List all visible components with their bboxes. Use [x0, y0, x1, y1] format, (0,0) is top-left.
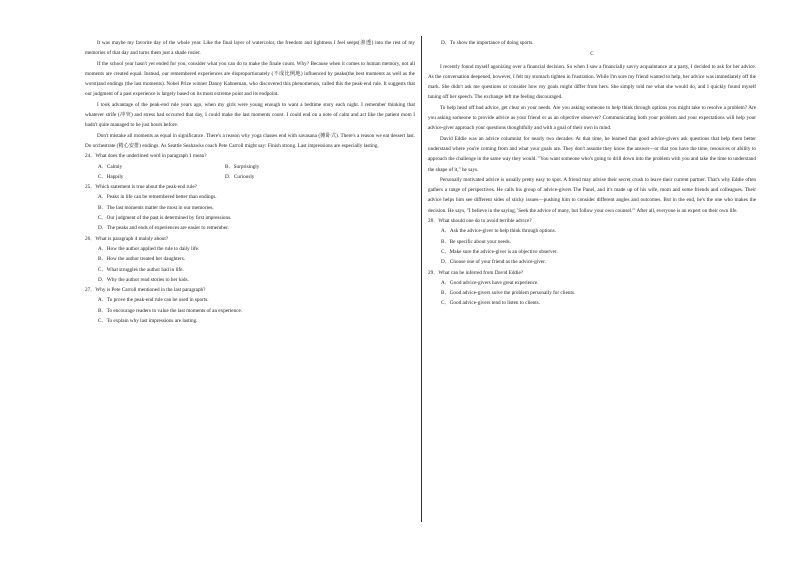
- question-28: [428, 216, 756, 267]
- option-c: C．To explain why last impressions are lasting.: [98, 318, 198, 325]
- option-c: C．What struggles the author had in life.: [98, 266, 184, 273]
- option-d: D．Choose one of your friend as the advice-giver.: [441, 259, 546, 266]
- option-c: C．Our judgment of the past is determined by first impressions.: [98, 215, 232, 222]
- passage-b-paragraph-4: Don't mistake all moments as equal in significance. There's a reason why yoga classes end with savasana (摊卧式). There's a reason we eat dessert last. Do orchestrate (精心安排) endings. As Seattle Seahawks coach Pete Carroll might say: Finish strong. Last impressions are especially lasting.: [85, 132, 415, 149]
- column-divider: [421, 36, 422, 522]
- passage-b-paragraph-2: If the school year hasn't yet ended for you, consider what you can do to make the finale count. Why? Because when it comes to human memory, not all moments are created equal. Instead, our remembered experiences are disproportionately (不成比例地) influenced by peaks(the best moments as well as the worst)and endings (the last moments). Nobel Prize winner Danny Kahneman, who discovered this phenomenon, called this the peak-end rule. It suggests that our judgment of a past experience is largely based on its most extreme point and its endpoint.: [85, 60, 415, 98]
- passage-c-paragraph-2: To help head off bad advice, get clear on your needs. Are you asking someone to help think through options you might take to resolve a problem? Are you asking someone to provide advice as your friend or as an objective observer? Communicating both your problem and your expectations will help your advice-giver approach your questions thoughtfully and with a goal of their own in mind.: [428, 104, 756, 132]
- option-d: D．The peaks and ends of experiences are easier to remember.: [98, 225, 229, 232]
- option-b: B．How the author treated her daughters.: [98, 256, 186, 263]
- option-d-continued: D．To show the importance of doing sports.: [441, 40, 534, 46]
- option-d: D．Why the author read stories to her kids.: [98, 276, 189, 283]
- option-a: A．To prove the peak-end rule can be used in sports.: [98, 297, 209, 304]
- option-a: A．Peaks in life can be remembered better than endings.: [98, 194, 217, 201]
- passage-c-paragraph-4: Personally motivated advice is usually pretty easy to spot. A friend may advise their secret crush to leave their current partner. That's why Eddie often gathers a range of perspectives. He calls his group of advice-givers The Panel, and it's made up of his wife, mom and some friends and colleagues. Their advice helps him see different sides of sticky issues—pushing him to consider different angles and outcomes. But in the end, he's the one who makes the decision. He says, "I believe in the saying, 'Seek the advice of many, but follow your own counsel.'" After all, everyone is an expert on their own life.: [428, 176, 756, 214]
- left-column: [85, 38, 415, 326]
- option-c: C．Make sure the advice-giver is an objective observer.: [441, 248, 558, 255]
- option-a: A．Calmly: [98, 163, 123, 170]
- question-26: [85, 234, 415, 285]
- passage-c-paragraph-1: I recently found myself agonizing over a financial decision. So when I saw a financially savvy acquaintance at a party, I decided to ask for her advice. As the conversation deepened, however, I felt my stomach tighten in frustration. While I'm sure my friend wanted to help, her advice was immediately off the mark. She didn't ask me questions or consider how my goals might differ from hers. She simply told me what she would do, and I quickly found myself tuning off her speech. The exchange left me feeling discouraged.: [428, 63, 756, 101]
- right-column: [428, 38, 756, 309]
- question-27: [85, 285, 415, 326]
- option-b: B．Surprisingly: [225, 163, 260, 170]
- question-stem: 28．What should one do to avoid terrible advice?: [428, 218, 532, 225]
- option-c: C．Happily: [98, 173, 124, 180]
- option-b: B．Good advice-givers solve the problem personally for clients.: [441, 290, 576, 297]
- question-24: [85, 151, 415, 182]
- option-b: B．To encourage readers to value the last moments of an experience.: [98, 307, 243, 314]
- option-b: B．Be specific about your needs.: [441, 238, 511, 245]
- passage-b-paragraph-1: It was maybe my favorite day of the whole year. Like the final layer of watercolor, the freedom and lightness I feel seeps(渗透) into the rest of my memories of that day and turns them just a shade rosier.: [85, 40, 415, 57]
- question-stem: 29．What can be inferred from David Eddie?: [428, 269, 524, 276]
- option-c: C．Good advice-givers tend to listen to clients.: [441, 300, 540, 307]
- passage-c-paragraph-3: David Eddie was an advice columnist for nearly two decades. At that time, he learned that good advice-givers ask questions that help them better understand where you're coming from and what your goals are. They don't assume they know the answer—or that you have the time, resources or ability to approach the challenge in the same way they would. "You want someone who's going to drill down into the problem with you and take the time to understand the shape of it," he says.: [428, 135, 756, 173]
- section-label: C: [590, 51, 594, 58]
- question-25: [85, 182, 415, 233]
- option-d: D．Curiously: [225, 173, 255, 180]
- option-b: B．The last moments matter the most in our memories.: [98, 204, 214, 211]
- question-stem: 26．What is paragraph 4 mainly about?: [85, 235, 169, 242]
- passage-b-paragraph-3: I took advantage of the peak-end rule years ago, when my girls were young enough to want a bedtime story each night. I remember thinking that whatever strife (冲突) and stress had occurred that day, I could make the last moments count. I could end on a note of calm and act like the patient mom I hadn't quite managed to be just hours before.: [85, 101, 415, 129]
- question-29: [428, 268, 756, 309]
- option-a: A．Good advice-givers have great experience.: [441, 279, 539, 286]
- option-a: A．Ask the advice-giver to help think through options.: [441, 228, 556, 235]
- question-stem: 27．Why is Pete Carroll mentioned in the last paragraph?: [85, 287, 206, 294]
- question-stem: 25．Which statement is true about the peak-end rule?: [85, 184, 197, 191]
- option-a: A．How the author applied the rule to daily life.: [98, 245, 200, 252]
- question-stem: 24．What does the underlined word in paragraph 1 mean?: [85, 153, 207, 160]
